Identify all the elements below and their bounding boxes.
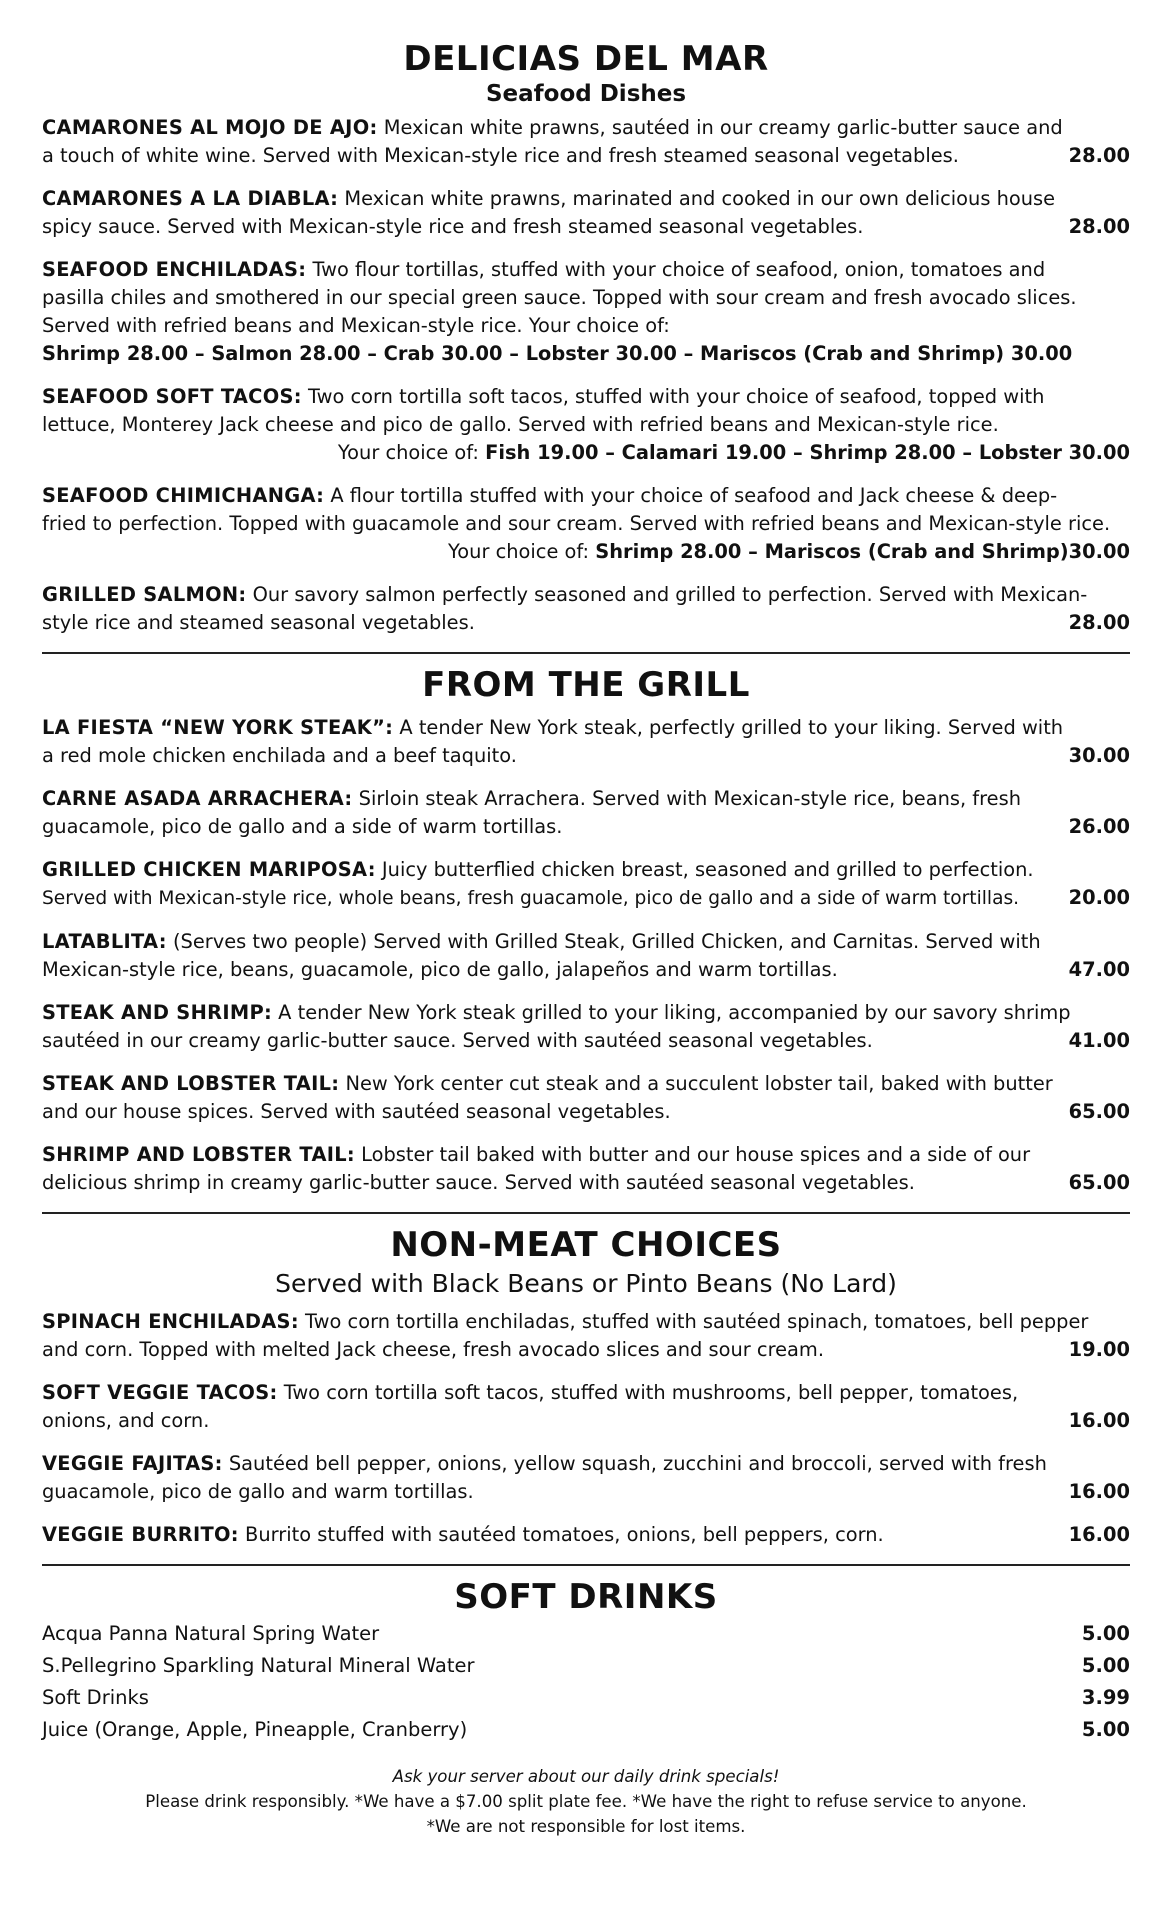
seafood-section [42, 38, 1130, 637]
item-description: Mexican white prawns, sautéed in our creamy garlic-butter sauce and [377, 116, 1063, 139]
item-name: SEAFOOD CHIMICHANGA: [42, 484, 325, 507]
item-description: a touch of white wine. Served with Mexican-style rice and fresh steamed seasonal vegetables. [42, 144, 959, 167]
menu-item [42, 1450, 1130, 1506]
item-price: 16.00 [1068, 1409, 1130, 1432]
item-price: 28.00 [1068, 215, 1130, 238]
item-name: VEGGIE FAJITAS: [42, 1452, 223, 1475]
menu-item [42, 1141, 1130, 1197]
menu-item [42, 114, 1130, 170]
item-description: A flour tortilla stuffed with your choice of seafood and Jack cheese & deep- [324, 484, 1058, 507]
item-choices: Fish 19.00 – Calamari 19.00 – Shrimp 28.00 – Lobster 30.00 [485, 441, 1130, 464]
item-description: delicious shrimp in creamy garlic-butter sauce. Served with sautéed seasonal vegetables. [42, 1171, 915, 1194]
item-description: and corn. Topped with melted Jack cheese, fresh avocado slices and sour cream. [42, 1338, 824, 1361]
menu-item [42, 185, 1130, 241]
item-description: Served with Mexican-style rice, whole beans, fresh guacamole, pico de gallo and a side of warm tortillas. [42, 888, 1020, 909]
drinks-section [42, 1576, 1130, 1746]
item-price: 16.00 [1068, 1523, 1130, 1546]
item-description: and our house spices. Served with sautéed seasonal vegetables. [42, 1100, 671, 1123]
menu-item [42, 1070, 1130, 1126]
drink-row [42, 1682, 1130, 1714]
menu-item [42, 256, 1130, 368]
section-title: FROM THE GRILL [422, 665, 750, 705]
item-name: STEAK AND SHRIMP: [42, 1001, 273, 1024]
item-description: Sirloin steak Arrachera. Served with Mexican-style rice, beans, fresh [352, 787, 1021, 810]
item-description: A tender New York steak grilled to your liking, accompanied by our savory shrimp [272, 1001, 1071, 1024]
choice-label: Your choice of: [337, 441, 486, 464]
section-title: DELICIAS DEL MAR [403, 39, 769, 79]
drink-name: Acqua Panna Natural Spring Water [42, 1622, 380, 1645]
nonmeat-section [42, 1224, 1130, 1549]
item-price: 41.00 [1068, 1029, 1130, 1052]
section-subtitle: Seafood Dishes [485, 81, 687, 107]
item-description: Sautéed bell pepper, onions, yellow squash, zucchini and broccoli, served with fresh [222, 1452, 1047, 1475]
item-description: A tender New York steak, perfectly grilled to your liking. Served with [393, 716, 1064, 739]
grill-section [42, 664, 1130, 1197]
drink-row [42, 1714, 1130, 1746]
item-description: Mexican-style rice, beans, guacamole, pico de gallo, jalapeños and warm tortillas. [42, 958, 838, 981]
drink-row [42, 1650, 1130, 1682]
item-description: fried to perfection. Topped with guacamole and sour cream. Served with refried beans and Mexican-style rice. [42, 512, 1111, 535]
menu-item [42, 482, 1130, 566]
menu-item [42, 714, 1130, 770]
item-name: CARNE ASADA ARRACHERA: [42, 787, 353, 810]
item-description: Burrito stuffed with sautéed tomatoes, onions, bell peppers, corn. [238, 1523, 884, 1546]
drink-price: 5.00 [1081, 1718, 1130, 1741]
section-title: NON-MEAT CHOICES [390, 1225, 782, 1265]
item-description: Two corn tortilla enchiladas, stuffed with sautéed spinach, tomatoes, bell pepper [298, 1310, 1089, 1333]
item-price: 16.00 [1068, 1480, 1130, 1503]
item-description: guacamole, pico de gallo and a side of warm tortillas. [42, 815, 563, 838]
item-price: 65.00 [1068, 1100, 1130, 1123]
drink-name: S.Pellegrino Sparkling Natural Mineral Water [42, 1654, 475, 1677]
item-description: a red mole chicken enchilada and a beef taquito. [42, 744, 517, 767]
item-description: lettuce, Monterey Jack cheese and pico de gallo. Served with refried beans and Mexican-style rice. [42, 413, 999, 436]
item-price: 28.00 [1068, 144, 1130, 167]
menu-item [42, 1308, 1130, 1364]
item-description: onions, and corn. [42, 1409, 210, 1432]
section-divider [42, 1564, 1130, 1566]
item-name: CAMARONES AL MOJO DE AJO: [42, 116, 378, 139]
item-description: New York center cut steak and a succulent lobster tail, baked with butter [339, 1072, 1053, 1095]
policy-note: Please drink responsibly. *We have a $7.00 split plate fee. *We have the right to refuse service to anyone. [145, 1792, 1027, 1811]
item-description: spicy sauce. Served with Mexican-style rice and fresh steamed seasonal vegetables. [42, 215, 864, 238]
item-description: Two flour tortillas, stuffed with your choice of seafood, onion, tomatoes and [306, 258, 1046, 281]
item-price: 20.00 [1068, 886, 1130, 909]
item-choices: Shrimp 28.00 – Mariscos (Crab and Shrimp)30.00 [595, 540, 1130, 563]
item-name: LA FIESTA “NEW YORK STEAK”: [42, 716, 394, 739]
choice-label: Your choice of: [448, 540, 596, 563]
menu-item [42, 1379, 1130, 1435]
item-name: GRILLED SALMON: [42, 583, 247, 606]
item-description: sautéed in our creamy garlic-butter sauce. Served with sautéed seasonal vegetables. [42, 1029, 873, 1052]
item-price: 30.00 [1068, 744, 1130, 767]
item-description: Mexican white prawns, marinated and cooked in our own delicious house [338, 187, 1056, 210]
drink-price: 5.00 [1081, 1654, 1130, 1677]
item-description: Served with refried beans and Mexican-style rice. Your choice of: [42, 314, 670, 337]
item-name: GRILLED CHICKEN MARIPOSA: [42, 858, 376, 881]
menu-item [42, 999, 1130, 1055]
item-description: pasilla chiles and smothered in our special green sauce. Topped with sour cream and fresh avocado slices. [42, 286, 1077, 309]
menu-item [42, 785, 1130, 841]
item-name: CAMARONES A LA DIABLA: [42, 187, 339, 210]
item-price: 65.00 [1068, 1171, 1130, 1194]
drink-price: 5.00 [1081, 1622, 1130, 1645]
menu-item [42, 928, 1130, 984]
item-name: SOFT VEGGIE TACOS: [42, 1381, 278, 1404]
drink-row [42, 1618, 1130, 1650]
item-name: SEAFOOD ENCHILADAS: [42, 258, 307, 281]
item-price: 28.00 [1068, 611, 1130, 634]
item-description: Juicy butterflied chicken breast, seasoned and grilled to perfection. [375, 858, 1034, 881]
section-divider [42, 652, 1130, 654]
drink-name: Juice (Orange, Apple, Pineapple, Cranberry) [42, 1718, 468, 1741]
item-description: Our savory salmon perfectly seasoned and grilled to perfection. Served with Mexican- [246, 583, 1088, 606]
drink-specials-note: Ask your server about our daily drink specials! [392, 1767, 780, 1786]
drink-price: 3.99 [1081, 1686, 1130, 1709]
item-price: 47.00 [1068, 958, 1130, 981]
item-name: LATABLITA: [42, 930, 167, 953]
item-name: STEAK AND LOBSTER TAIL: [42, 1072, 340, 1095]
item-price: 26.00 [1068, 815, 1130, 838]
item-name: SPINACH ENCHILADAS: [42, 1310, 299, 1333]
menu-item [42, 1521, 1130, 1549]
section-divider [42, 1212, 1130, 1214]
item-name: SHRIMP AND LOBSTER TAIL: [42, 1143, 355, 1166]
item-description: Two corn tortilla soft tacos, stuffed with mushrooms, bell pepper, tomatoes, [277, 1381, 1019, 1404]
section-subtitle: Served with Black Beans or Pinto Beans (No Lard) [275, 1269, 897, 1298]
item-description: (Serves two people) Served with Grilled Steak, Grilled Chicken, and Carnitas. Served with [166, 930, 1041, 953]
item-name: VEGGIE BURRITO: [42, 1523, 239, 1546]
item-description: style rice and steamed seasonal vegetables. [42, 611, 475, 634]
item-price: 19.00 [1068, 1338, 1130, 1361]
drink-name: Soft Drinks [42, 1686, 149, 1709]
item-description: Lobster tail baked with butter and our house spices and a side of our [354, 1143, 1031, 1166]
lost-items-note: *We are not responsible for lost items. [426, 1817, 746, 1836]
menu-footer [42, 1764, 1130, 1839]
item-name: SEAFOOD SOFT TACOS: [42, 385, 302, 408]
menu-item [42, 383, 1130, 467]
menu-item [42, 581, 1130, 637]
item-description: guacamole, pico de gallo and warm tortillas. [42, 1480, 474, 1503]
menu-item [42, 856, 1130, 913]
item-choices: Shrimp 28.00 – Salmon 28.00 – Crab 30.00 – Lobster 30.00 – Mariscos (Crab and Shrimp) 30.00 [42, 342, 1073, 365]
item-description: Two corn tortilla soft tacos, stuffed with your choice of seafood, topped with [301, 385, 1045, 408]
section-title: SOFT DRINKS [454, 1577, 718, 1617]
